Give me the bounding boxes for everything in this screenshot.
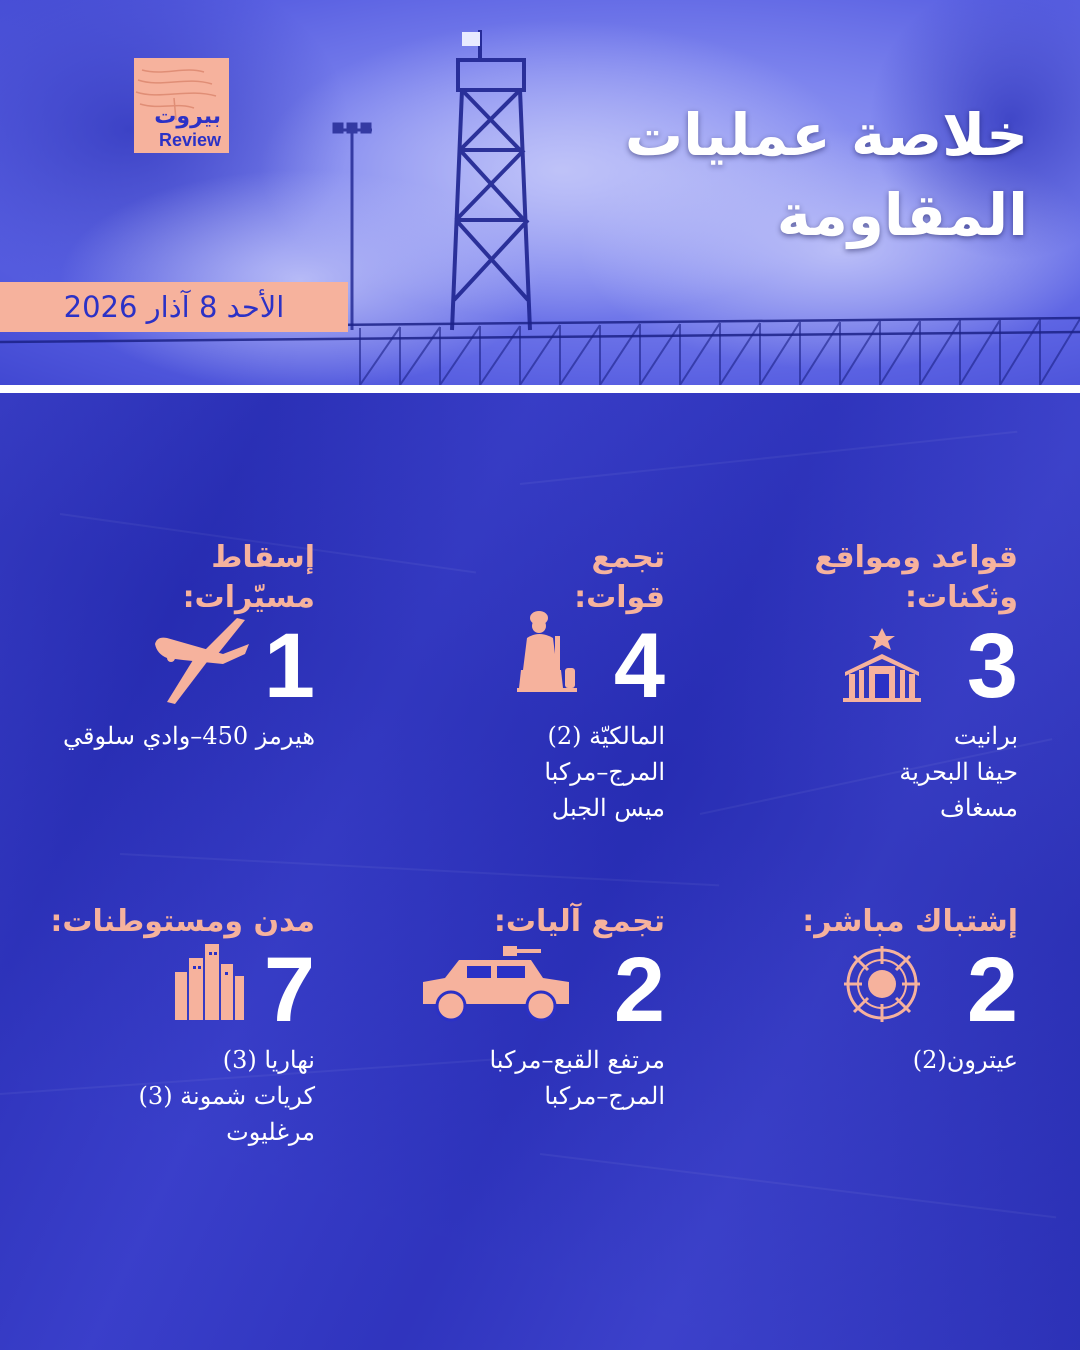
place-item: مسغاف <box>939 794 1018 822</box>
logo-english-text: Review <box>158 130 221 150</box>
card-title-line2: مسيّرات: <box>182 580 315 615</box>
divider <box>0 385 1080 393</box>
card-count-row <box>688 615 1018 717</box>
place-item: المالكيّة (2) <box>547 722 665 750</box>
card-places <box>688 1042 1018 1078</box>
military-base-icon <box>841 626 923 702</box>
place-item: المرج–مركبا <box>544 758 665 786</box>
page-title-line1: خلاصة عمليات <box>624 101 1028 169</box>
card-places <box>335 718 665 826</box>
card-places <box>335 1042 665 1114</box>
card-places <box>0 1042 315 1150</box>
beirut-review-logo <box>134 58 229 153</box>
place-item: برانيت <box>953 722 1018 750</box>
card-count: 1 <box>263 615 315 717</box>
card-count-row <box>335 939 665 1041</box>
card-count-row <box>0 939 315 1041</box>
card-title-line1: تجمع <box>591 540 665 575</box>
card-places <box>688 718 1018 826</box>
card-title <box>335 538 665 618</box>
soldier-icon <box>517 608 577 694</box>
content-area <box>0 393 1080 1350</box>
card-vehicles <box>335 902 665 1114</box>
place-item: المرج–مركبا <box>544 1082 665 1110</box>
place-item: نهاريا (3) <box>222 1046 315 1074</box>
place-item: هيرمز 450–وادي سلوقي <box>63 722 315 750</box>
explosion-icon <box>842 944 922 1024</box>
date-label: الأحد 8 آذار 2026 <box>0 282 348 332</box>
card-bases <box>688 538 1018 826</box>
card-title-line1: مدن ومستوطنات: <box>50 904 315 939</box>
card-count: 3 <box>966 615 1018 717</box>
card-count-row <box>0 615 315 717</box>
card-cities <box>0 902 315 1150</box>
card-title-line1: إشتباك مباشر: <box>802 904 1018 939</box>
card-title-line2: وثكنات: <box>904 580 1018 615</box>
card-count-row <box>688 939 1018 1041</box>
card-clashes <box>688 902 1018 1078</box>
card-title-line1: إسقاط <box>211 540 315 575</box>
card-count: 2 <box>613 939 665 1041</box>
place-item: عيترون(2) <box>912 1046 1018 1074</box>
card-title-line2: قوات: <box>574 580 665 615</box>
page-title-line2: المقاومة <box>776 181 1028 249</box>
card-count-row <box>335 615 665 717</box>
card-title <box>688 902 1018 942</box>
card-count: 2 <box>966 939 1018 1041</box>
logo-arabic-text: بيروت <box>154 104 221 129</box>
card-count: 4 <box>613 615 665 717</box>
drone-icon <box>153 614 253 706</box>
card-title <box>0 538 315 618</box>
place-item: كريات شمونة (3) <box>138 1082 315 1110</box>
card-drones <box>0 538 315 754</box>
page-title <box>468 95 1028 255</box>
card-title <box>0 902 315 942</box>
card-count: 7 <box>263 939 315 1041</box>
hero-banner <box>0 0 1080 385</box>
card-places <box>0 718 315 754</box>
card-title <box>688 538 1018 618</box>
card-title <box>335 902 665 942</box>
city-buildings-icon <box>173 942 245 1022</box>
place-item: مرتفع القبع–مركبا <box>489 1046 665 1074</box>
place-item: مرغليوت <box>226 1118 315 1146</box>
place-item: ميس الجبل <box>551 794 665 822</box>
card-title-line1: قواعد ومواقع <box>814 540 1018 575</box>
card-troops <box>335 538 665 826</box>
military-vehicle-icon <box>419 942 573 1024</box>
place-item: حيفا البحرية <box>899 758 1018 786</box>
card-title-line1: تجمع آليات: <box>493 904 665 939</box>
